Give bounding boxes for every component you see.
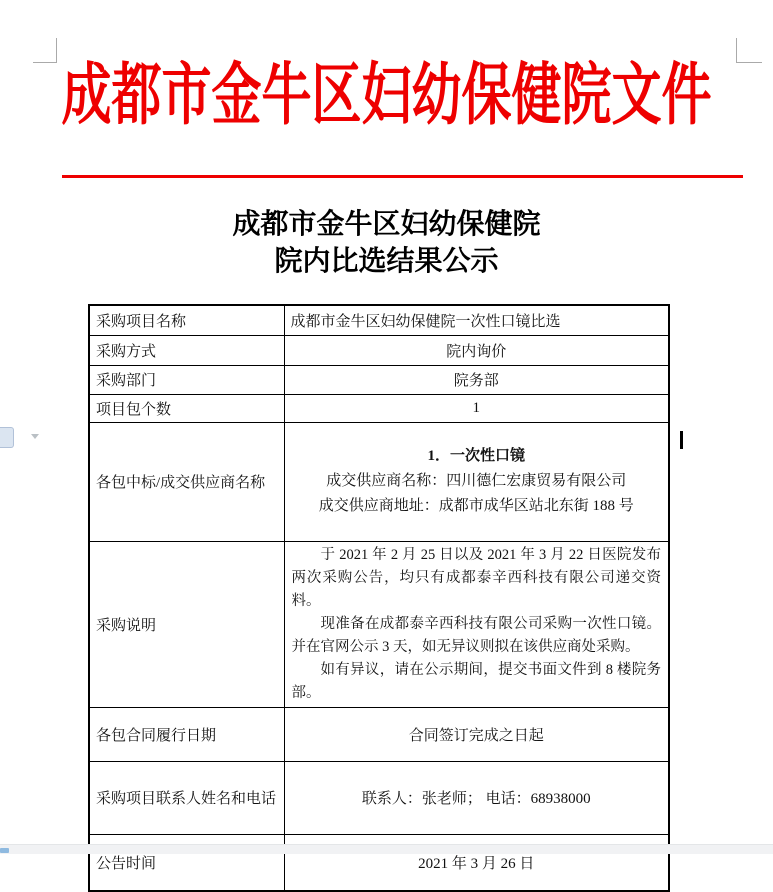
table-row [89, 305, 669, 335]
letterhead-title: 成都市金牛区妇幼保健院文件 [61, 57, 712, 133]
supplier-name: 成交供应商名称：四川德仁宏康贸易有限公司 [326, 473, 627, 489]
row-label-procurement-department: 采购部门 [89, 365, 284, 394]
package-title: 1．一次性口镜 [427, 448, 525, 464]
note-paragraph-1: 于 2021 年 2 月 25 日以及 2021 年 3 月 22 日医院发布两次采购公告，均只有成都泰辛西科技有限公司递交资料。 [291, 546, 661, 609]
note-paragraph-3: 如有异议，请在公示期间，提交书面文件到 8 楼院务部。 [291, 661, 661, 701]
page-title-line1: 成都市金牛区妇幼保健院 [232, 209, 541, 240]
row-label-announcement-date: 公告时间 [89, 834, 284, 891]
row-value-contract-date: 合同签订完成之日起 [284, 707, 669, 761]
row-value-project-name: 成都市金牛区妇幼保健院一次性口镜比选 [284, 305, 669, 335]
row-value-procurement-method: 院内询价 [284, 335, 669, 365]
chevron-down-icon[interactable] [31, 434, 39, 439]
row-label-package-count: 项目包个数 [89, 394, 284, 422]
row-label-procurement-note: 采购说明 [89, 541, 284, 707]
table-row [89, 365, 669, 394]
paste-options-button[interactable] [0, 427, 14, 448]
note-paragraph-2: 现准备在成都泰辛西科技有限公司采购一次性口镜。并在官网公示 3 天，如无异议则拟在该供应商处采购。 [291, 615, 661, 655]
page-title-line2: 院内比选结果公示 [274, 246, 499, 277]
text-cursor [680, 431, 683, 449]
row-value-announcement-date: 2021 年 3 月 26 日 [284, 834, 669, 891]
supplier-address: 成交供应商地址：成都市成华区站北东街 188 号 [318, 498, 634, 514]
table-row [89, 707, 669, 761]
table-row [89, 541, 669, 707]
row-value-package-count: 1 [284, 394, 669, 422]
row-label-contract-date: 各包合同履行日期 [89, 707, 284, 761]
table-row [89, 335, 669, 365]
table-row [89, 834, 669, 891]
row-value-winning-supplier [284, 422, 669, 541]
row-value-procurement-note [284, 541, 669, 707]
table-row [89, 422, 669, 541]
red-divider-line [62, 175, 743, 178]
table-row [89, 761, 669, 834]
row-value-contact: 联系人：张老师； 电话：68938000 [284, 761, 669, 834]
page-title [0, 206, 773, 280]
procurement-result-table [88, 304, 670, 892]
bottom-left-ui-fragment [0, 848, 9, 853]
row-label-contact: 采购项目联系人姓名和电话 [89, 761, 284, 834]
table-row [89, 394, 669, 422]
row-label-project-name: 采购项目名称 [89, 305, 284, 335]
row-label-procurement-method: 采购方式 [89, 335, 284, 365]
row-value-procurement-department: 院务部 [284, 365, 669, 394]
row-label-winning-supplier: 各包中标/成交供应商名称 [89, 422, 284, 541]
